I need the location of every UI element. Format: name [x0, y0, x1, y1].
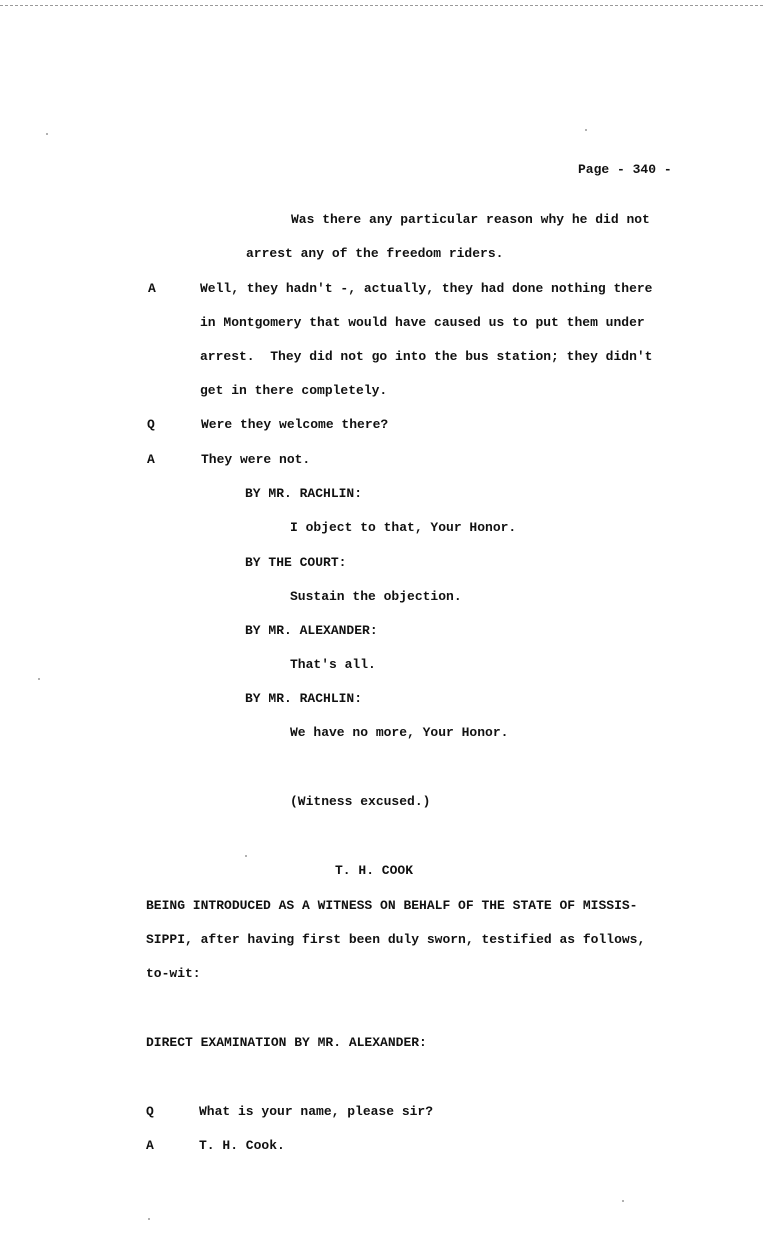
answer-text: T. H. Cook.	[199, 1138, 285, 1153]
page-number: Page - 340 -	[578, 162, 672, 177]
colloquy-speaker: BY THE COURT:	[245, 555, 347, 570]
colloquy-speaker: BY MR. ALEXANDER:	[245, 623, 378, 638]
witness-name: T. H. COOK	[335, 863, 414, 878]
colloquy-statement: I object to that, Your Honor.	[290, 520, 517, 535]
scan-speck	[38, 678, 40, 680]
answer-line: arrest. They did not go into the bus station; they didn't	[200, 349, 653, 364]
answer-text: They were not.	[201, 452, 311, 467]
answer-marker: A	[146, 1138, 154, 1153]
colloquy-speaker: BY MR. RACHLIN:	[245, 486, 363, 501]
question-line: Was there any particular reason why he did not	[291, 212, 650, 227]
scan-speck	[46, 133, 48, 135]
scan-speck	[245, 855, 247, 857]
question-text: Were they welcome there?	[201, 417, 389, 432]
scan-speck	[585, 129, 587, 131]
introduction-line: BEING INTRODUCED AS A WITNESS ON BEHALF OF THE STATE OF MISSIS-	[146, 898, 638, 913]
question-text: What is your name, please sir?	[199, 1104, 434, 1119]
scan-speck	[148, 1218, 150, 1220]
page-top-edge	[0, 0, 763, 6]
question-marker: Q	[146, 1104, 154, 1119]
question-marker: Q	[147, 417, 155, 432]
answer-marker: A	[147, 452, 155, 467]
introduction-line: to-wit:	[146, 966, 201, 981]
colloquy-statement: We have no more, Your Honor.	[290, 725, 509, 740]
colloquy-speaker: BY MR. RACHLIN:	[245, 691, 363, 706]
introduction-line: SIPPI, after having first been duly sworn, testified as follows,	[146, 932, 646, 947]
answer-line: get in there completely.	[200, 383, 388, 398]
examination-heading: DIRECT EXAMINATION BY MR. ALEXANDER:	[146, 1035, 427, 1050]
answer-marker: A	[148, 281, 156, 296]
colloquy-statement: Sustain the objection.	[290, 589, 462, 604]
answer-line: in Montgomery that would have caused us to put them under	[200, 315, 645, 330]
answer-line: Well, they hadn't -, actually, they had done nothing there	[200, 281, 653, 296]
scan-speck	[622, 1200, 624, 1202]
witness-excused: (Witness excused.)	[290, 794, 431, 809]
question-line: arrest any of the freedom riders.	[246, 246, 504, 261]
colloquy-statement: That's all.	[290, 657, 376, 672]
